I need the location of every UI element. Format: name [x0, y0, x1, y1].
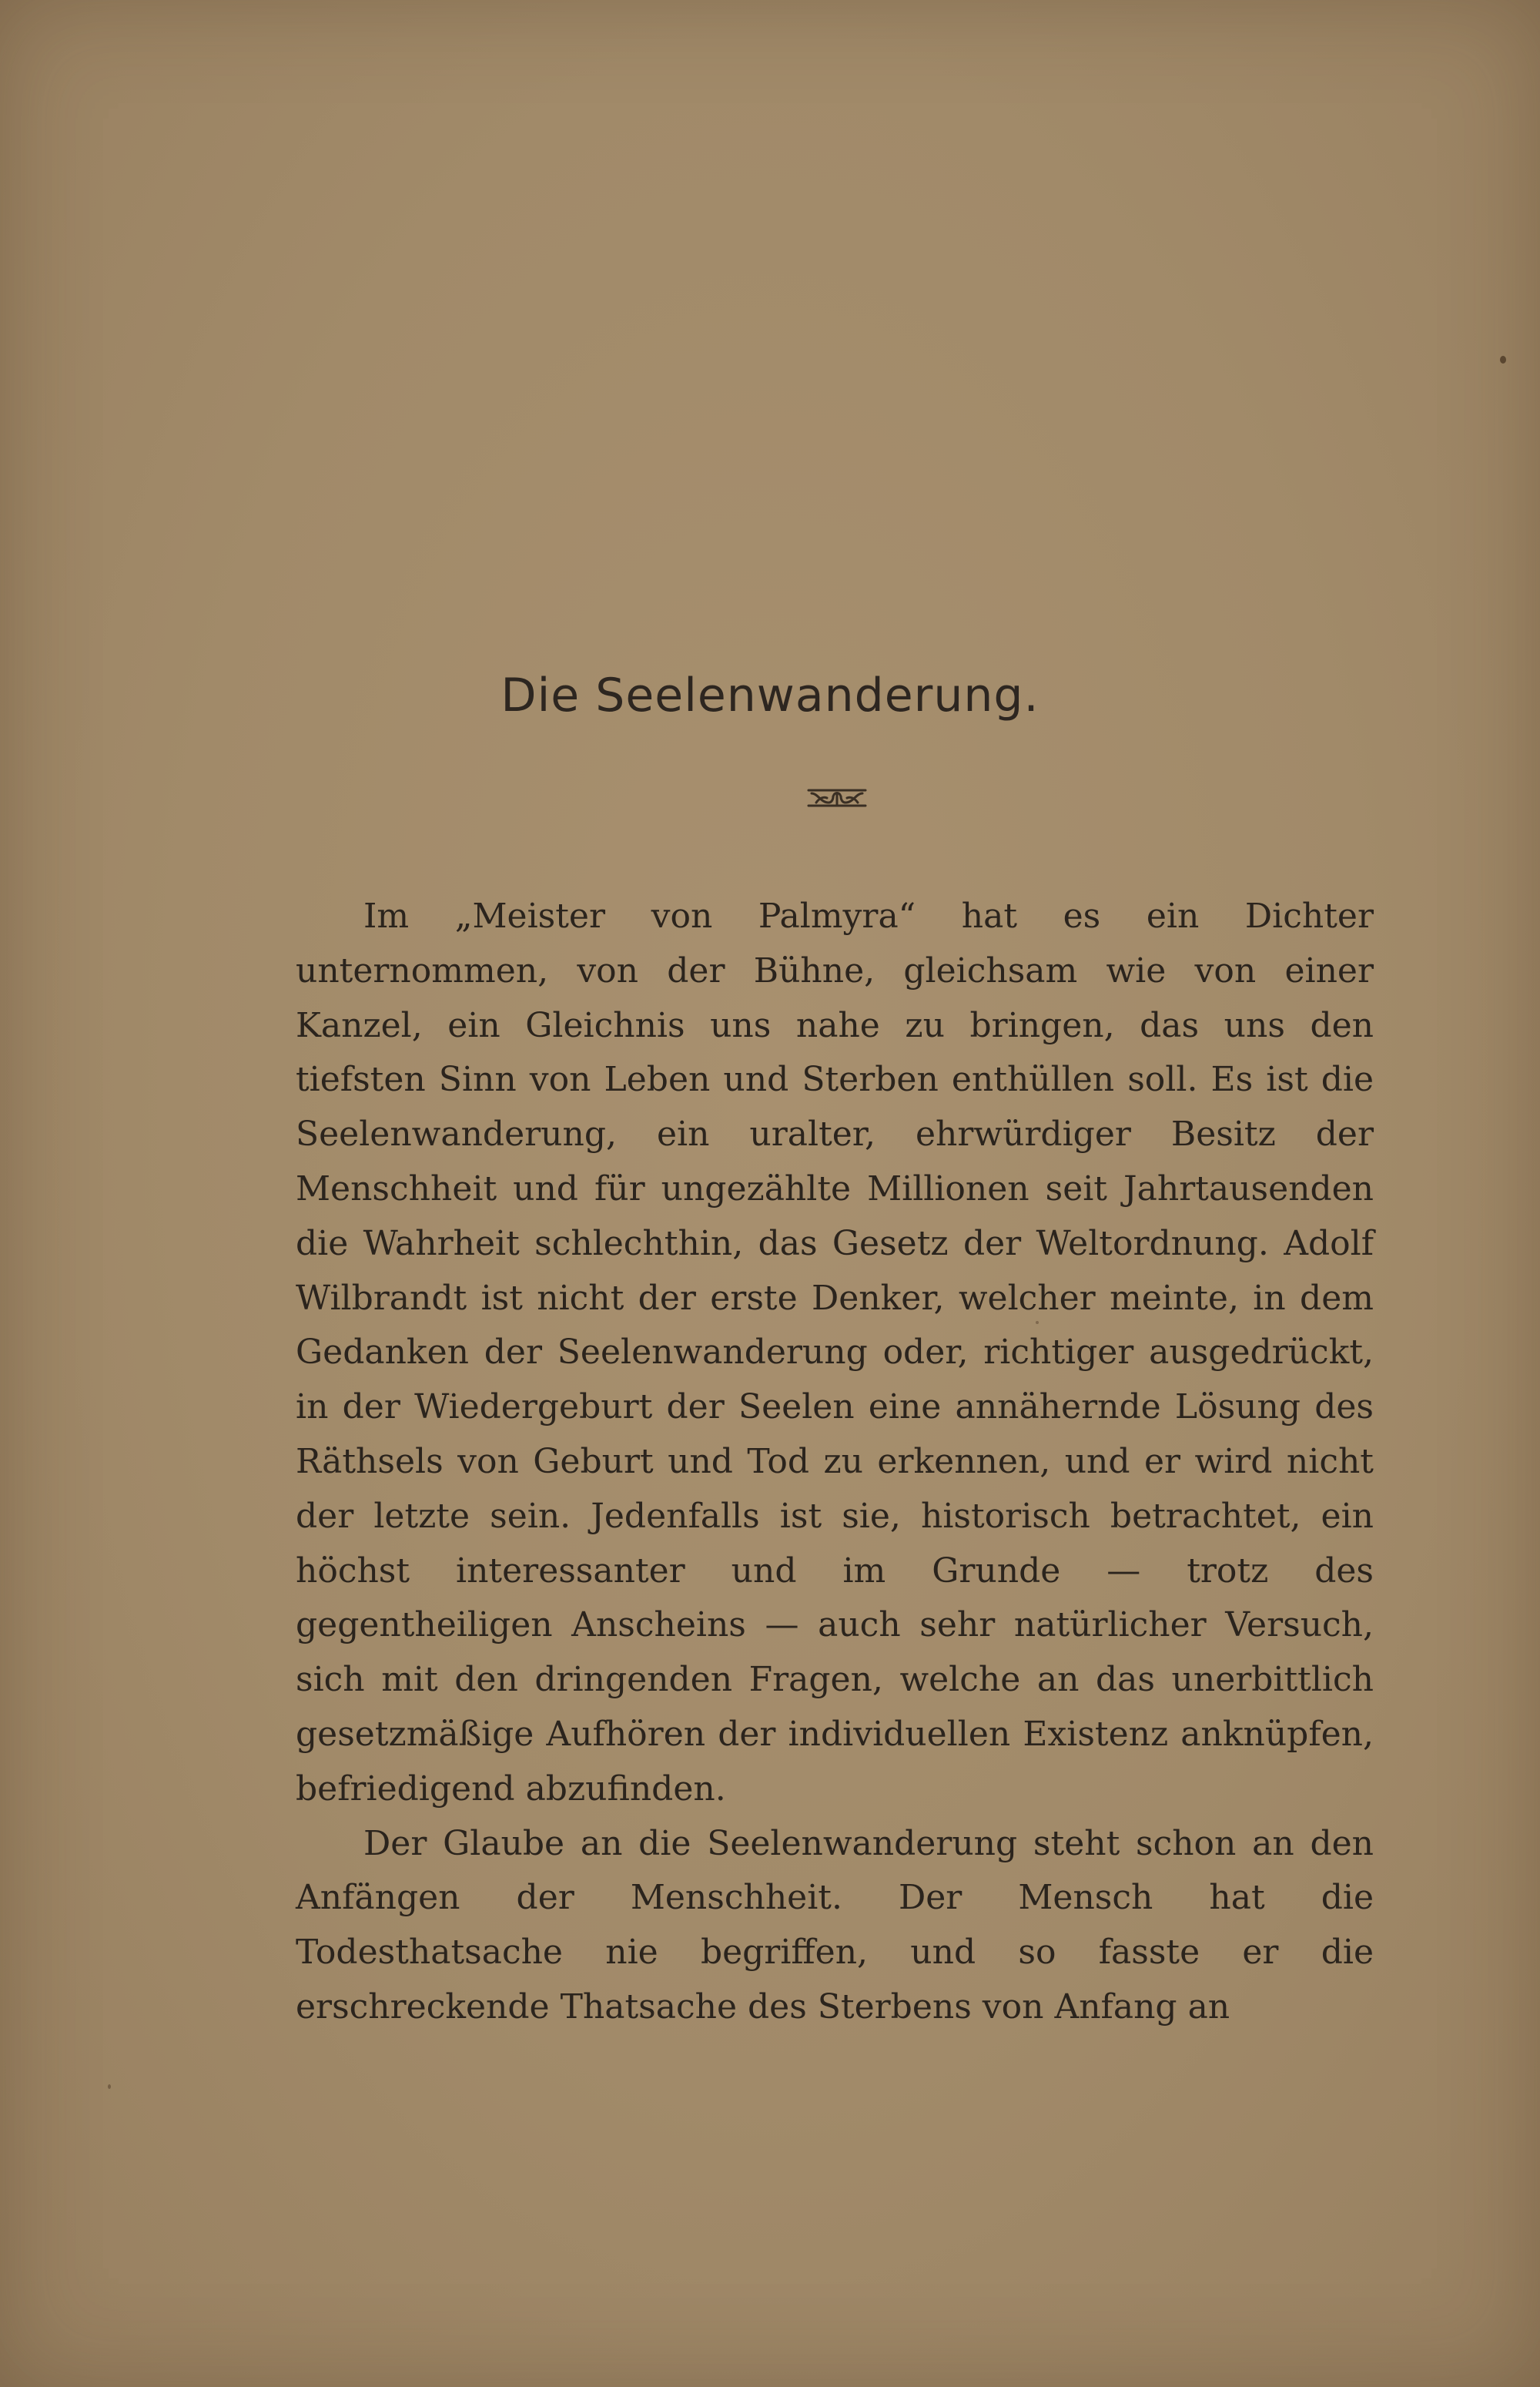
floral-ornament-icon	[805, 779, 869, 816]
paper-speck	[1500, 356, 1506, 364]
paragraph: Im „Meister von Palmyra“ hat es ein Dichter unternommen, von der Bühne, gleichsam wie von einer Kanzel, ein Gleichnis uns nahe zu bringen, das uns den tiefsten Sinn von Leben und Sterben enthüllen soll. Es ist die Seelenwanderung, ein uralter, ehrwürdiger Besitz der Menschheit und für ungezählte Millionen seit Jahrtausenden die Wahrheit schlechthin, das Gesetz der Weltordnung. Adolf Wilbrandt ist nicht der erste Denker, welcher meinte, in dem Gedanken der Seelenwanderung oder, richtiger ausgedrückt, in der Wiedergeburt der Seelen eine annähernde Lösung des Räthsels von Geburt und Tod zu erkennen, und er wird nicht der letzte sein. Jedenfalls ist sie, historisch betrachtet, ein höchst interessanter und im Grunde — trotz des gegentheiligen Anscheins — auch sehr natürlicher Versuch, sich mit den dringenden Fragen, welche an das unerbittlich gesetzmäßige Aufhören der individuellen Existenz anknüpfen, befriedigend abzufinden.	[296, 897, 1374, 1809]
paper-speck	[108, 2084, 111, 2089]
chapter-body	[296, 890, 1374, 2035]
chapter-title: Die Seelenwanderung.	[500, 669, 1040, 722]
paragraph: Der Glaube an die Seelenwanderung steht schon an den Anfängen der Menschheit. Der Mensch hat die Todesthatsache nie begriffen, und so fasste er die erschreckende Thatsache des Sterbens von Anfang an	[296, 1823, 1374, 2027]
